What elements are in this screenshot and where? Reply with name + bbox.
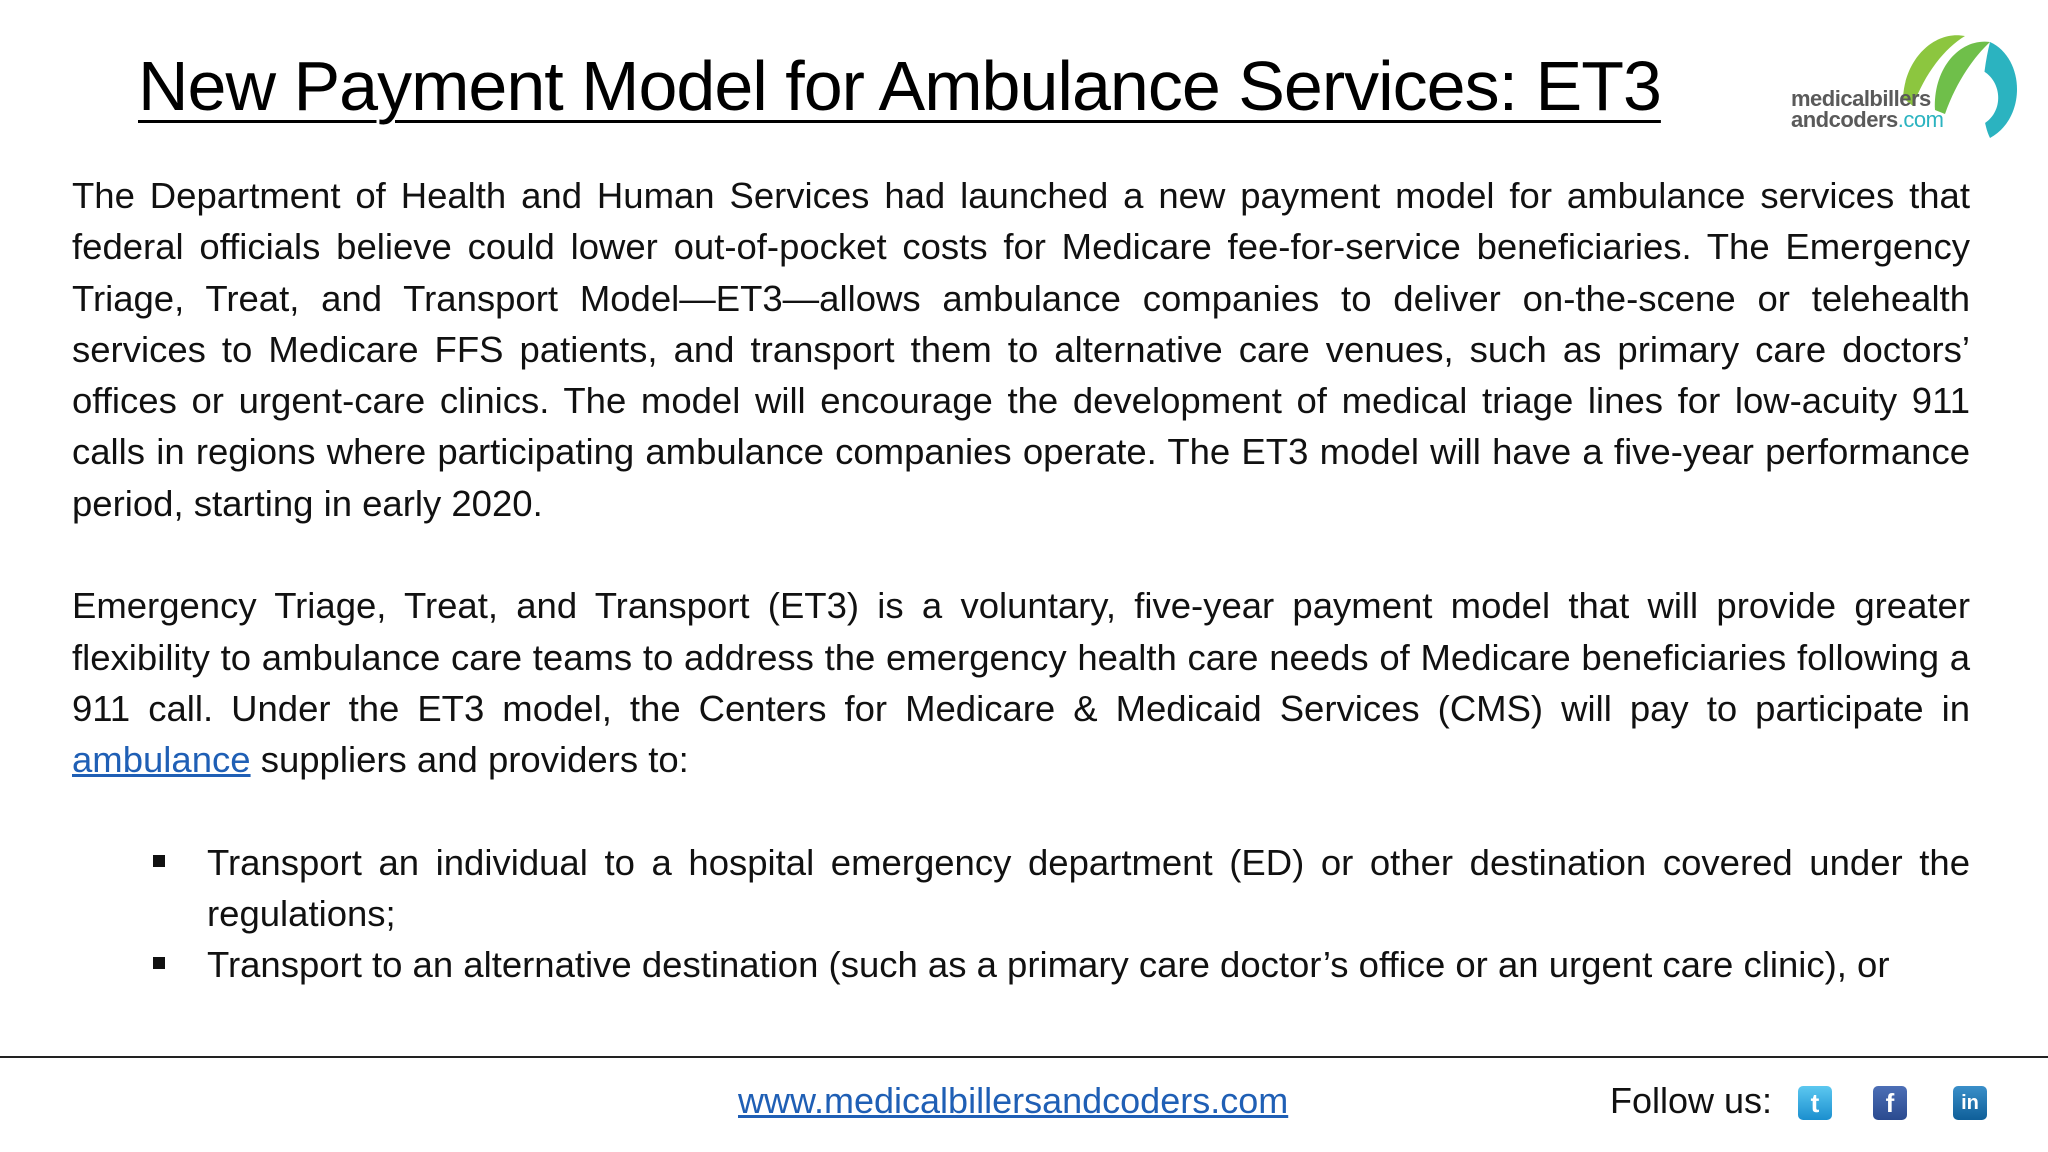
logo-line-1: medicalbillers: [1791, 86, 1931, 111]
logo-wordmark: [1791, 88, 1943, 130]
twitter-icon[interactable]: t: [1798, 1086, 1832, 1120]
bullet-text: Transport an individual to a hospital emergency department (ED) or other destination covered under the regulations;: [207, 841, 1970, 935]
company-logo: [1785, 28, 2025, 148]
ambulance-link[interactable]: ambulance: [72, 739, 251, 781]
linkedin-icon[interactable]: in: [1953, 1086, 1987, 1120]
follow-us-label: Follow us:: [1610, 1080, 1773, 1121]
bullet-item: [207, 837, 1970, 940]
footer-divider: [0, 1056, 2048, 1058]
paragraph-2-text-end: suppliers and providers to:: [250, 739, 689, 781]
paragraph-2: [72, 580, 1970, 785]
facebook-icon[interactable]: f: [1873, 1086, 1907, 1120]
bullet-list: [72, 837, 1970, 991]
bullet-text: Transport to an alternative destination (such as a primary care doctor’s office or an urgent care clinic), or: [207, 944, 1890, 986]
square-bullet-icon: [153, 855, 165, 867]
square-bullet-icon: [153, 957, 165, 969]
slide-body: [72, 170, 1970, 991]
paragraph-2-text-start: Emergency Triage, Treat, and Transport (ET3) is a voluntary, five-year payment model that will provide greater flexibility to ambulance care teams to address the emergency health care needs of Medicare beneficiaries following a 911 call. Under the ET3 model, the Centers for Medicare & Medicaid Services (CMS) will pay to participate in: [72, 585, 1970, 729]
bullet-item: [207, 939, 1970, 990]
website-link[interactable]: www.medicalbillersandcoders.com: [738, 1080, 1289, 1121]
slide-title: New Payment Model for Ambulance Services: ET3: [138, 47, 1661, 125]
logo-suffix: .com: [1897, 107, 1944, 132]
logo-line-2: andcoders: [1791, 107, 1898, 132]
paragraph-1: The Department of Health and Human Services had launched a new payment model for ambulance services that federal officials believe could lower out-of-pocket costs for Medicare fee-for-service beneficiaries. The Emergency Triage, Treat, and Transport Model—ET3—allows ambulance companies to deliver on-the-scene or telehealth services to Medicare FFS patients, and transport them to alternative care venues, such as primary care doctors’ offices or urgent-care clinics. The model will encourage the development of medical triage lines for low-acuity 911 calls in regions where participating ambulance companies operate. The ET3 model will have a five-year performance period, starting in early 2020.: [72, 175, 1970, 524]
